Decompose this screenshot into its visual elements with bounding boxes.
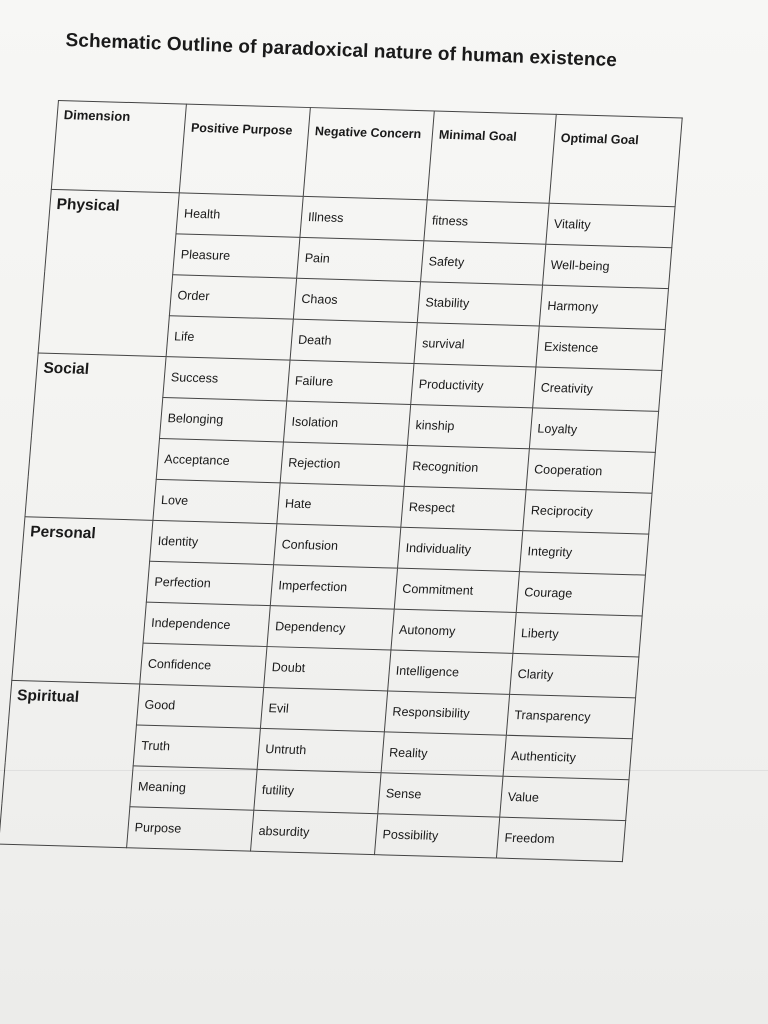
negative-concern-cell: Untruth (257, 728, 384, 772)
optimal-goal-cell: Creativity (533, 367, 662, 411)
negative-concern-cell: Imperfection (270, 565, 397, 609)
optimal-goal-cell: Vitality (546, 203, 675, 247)
positive-purpose-cell: Health (176, 193, 303, 237)
optimal-goal-cell: Authenticity (503, 735, 632, 779)
minimal-goal-cell: Stability (417, 282, 542, 326)
minimal-goal-cell: Intelligence (388, 650, 513, 694)
positive-purpose-cell: Confidence (140, 643, 267, 687)
minimal-goal-cell: Commitment (394, 568, 519, 612)
dimension-cell: Personal (12, 517, 153, 684)
positive-purpose-cell: Pleasure (173, 234, 300, 278)
minimal-goal-cell: kinship (407, 404, 532, 448)
negative-concern-cell: Death (290, 319, 417, 363)
table-body (0, 189, 675, 861)
negative-concern-cell: Confusion (274, 524, 401, 568)
header-optimal-goal: Optimal Goal (549, 114, 682, 206)
negative-concern-cell: Chaos (293, 278, 420, 322)
negative-concern-cell: Pain (297, 237, 424, 281)
negative-concern-cell: Illness (300, 196, 427, 240)
optimal-goal-cell: Integrity (519, 531, 648, 575)
optimal-goal-cell: Clarity (510, 653, 639, 697)
negative-concern-cell: Hate (277, 483, 404, 527)
header-positive-purpose: Positive Purpose (179, 104, 310, 196)
negative-concern-cell: Isolation (283, 401, 410, 445)
minimal-goal-cell: Sense (378, 773, 503, 817)
header-dimension: Dimension (51, 101, 186, 193)
optimal-goal-cell: Value (500, 776, 629, 820)
positive-purpose-cell: Belonging (160, 398, 287, 442)
optimal-goal-cell: Existence (536, 326, 665, 370)
minimal-goal-cell: Responsibility (384, 691, 509, 735)
header-negative-concern: Negative Concern (303, 108, 434, 200)
positive-purpose-cell: Identity (150, 520, 277, 564)
positive-purpose-cell: Purpose (127, 807, 254, 851)
header-row (51, 101, 682, 207)
minimal-goal-cell: survival (414, 323, 539, 367)
minimal-goal-cell: Possibility (374, 814, 499, 858)
existence-table (0, 100, 683, 862)
optimal-goal-cell: Cooperation (526, 449, 655, 493)
minimal-goal-cell: Autonomy (391, 609, 516, 653)
positive-purpose-cell: Love (153, 479, 280, 523)
optimal-goal-cell: Harmony (539, 285, 668, 329)
dimension-cell: Spiritual (0, 680, 140, 847)
optimal-goal-cell: Freedom (496, 817, 625, 861)
dimension-cell: Social (25, 353, 166, 520)
negative-concern-cell: Evil (260, 687, 387, 731)
optimal-goal-cell: Liberty (513, 612, 642, 656)
dimension-cell: Physical (38, 189, 179, 356)
document-title: Schematic Outline of paradoxical nature of human existence (65, 30, 618, 72)
minimal-goal-cell: Reality (381, 732, 506, 776)
minimal-goal-cell: Safety (421, 241, 546, 285)
negative-concern-cell: Failure (287, 360, 414, 404)
minimal-goal-cell: Productivity (411, 364, 536, 408)
positive-purpose-cell: Order (169, 275, 296, 319)
positive-purpose-cell: Success (163, 357, 290, 401)
minimal-goal-cell: Respect (401, 486, 526, 530)
negative-concern-cell: absurdity (251, 810, 378, 854)
minimal-goal-cell: Recognition (404, 445, 529, 489)
positive-purpose-cell: Good (136, 684, 263, 728)
positive-purpose-cell: Life (166, 316, 293, 360)
minimal-goal-cell: Individuality (398, 527, 523, 571)
negative-concern-cell: Dependency (267, 606, 394, 650)
positive-purpose-cell: Meaning (130, 766, 257, 810)
minimal-goal-cell: fitness (424, 200, 549, 244)
negative-concern-cell: Doubt (264, 647, 391, 691)
positive-purpose-cell: Acceptance (156, 438, 283, 482)
table-container (0, 100, 683, 862)
paper-fold (0, 770, 768, 771)
positive-purpose-cell: Independence (143, 602, 270, 646)
optimal-goal-cell: Transparency (506, 694, 635, 738)
negative-concern-cell: Rejection (280, 442, 407, 486)
header-minimal-goal: Minimal Goal (427, 111, 556, 203)
positive-purpose-cell: Truth (133, 725, 260, 769)
optimal-goal-cell: Well-being (543, 244, 672, 288)
negative-concern-cell: futility (254, 769, 381, 813)
optimal-goal-cell: Reciprocity (523, 490, 652, 534)
optimal-goal-cell: Loyalty (529, 408, 658, 452)
positive-purpose-cell: Perfection (146, 561, 273, 605)
optimal-goal-cell: Courage (516, 572, 645, 616)
